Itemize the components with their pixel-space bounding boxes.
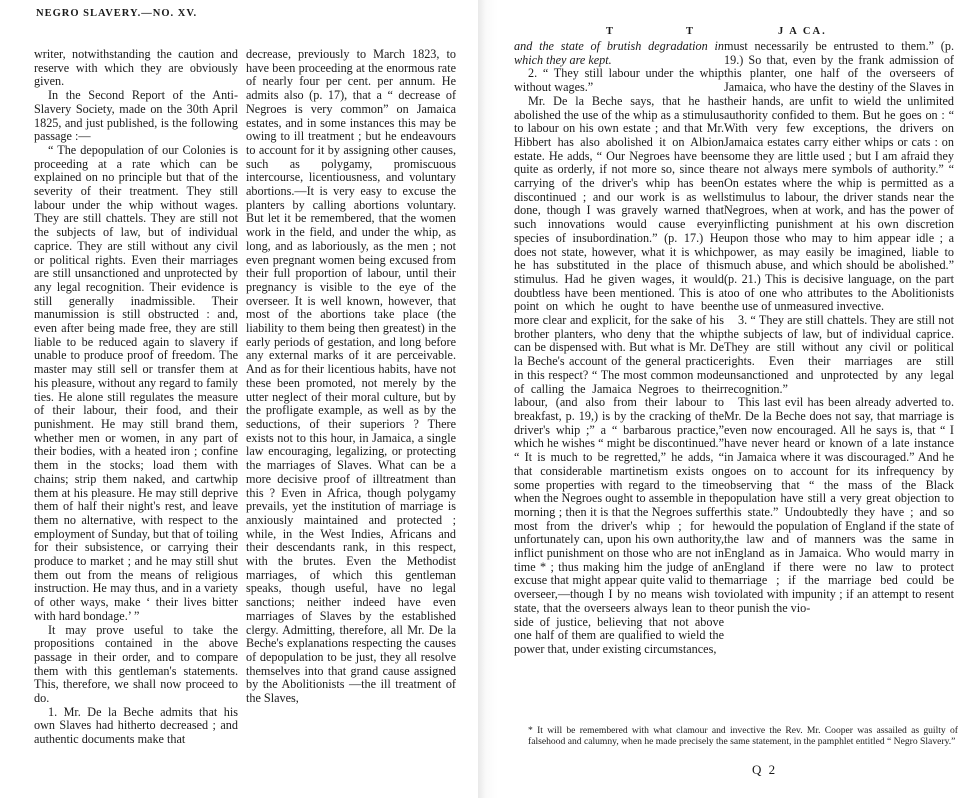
running-header: NEGRO SLAVERY.—NO. XV. bbox=[36, 8, 198, 19]
paragraph: In the Second Report of the Anti-Slavery Society, made on the 30th April 1825, and just published, is the following passage :— bbox=[34, 88, 238, 144]
running-header-fragment: J A CA. bbox=[778, 26, 827, 37]
left-page bbox=[0, 0, 478, 798]
paragraph: 3. “ They are still chattels. They are still not the subjects of law, but of individual caprice. They are still without any civil or political rights. Even their marriages are still unsanctioned and unprotected by any legal recognition.” bbox=[724, 313, 954, 396]
paragraph: must necessarily be entrusted to them.” (p. 19.) So that, even by the frank admission of this planter, one half of the overseers of Jamaica, who have the destiny of the Slaves in their hands, are unfit to wield the unlimited authority confided to them. But he goes on : “ With very few exceptions, the drivers on Jamaica estates carry either whips or cats : on some they are little used ; but I am afraid they are not always mere symbols of authority.” “ On estates where the whip is permitted as a stimulus to labour, the driver stands near the Negroes, when at work, and has the power of inflicting punishment at his own discretion upon those who may to him appear idle ; a power, as may easily be imagined, liable to much abuse, and which should be abolished.” (p. 21.) This is decisive language, on the part too of one who attributes to the Abolitionists the use of unmeasured invective. bbox=[724, 39, 954, 314]
paragraph: 1. Mr. De la Beche admits that his own Slaves had hitherto decreased ; and authentic documents make that bbox=[34, 704, 238, 747]
right-column-1 bbox=[514, 40, 724, 657]
paragraph: decrease, previously to March 1823, to have been proceeding at the enormous rate of nearly four per cent. per annum. He admits also (p. 17), that a “ decrease of Negroes is very common” on Jamaica estates, and in some instances this may be owing to ill treatment ; but he endeavours to account for it by assigning other causes, such as polygamy, promiscuous intercourse, licentiousness, and voluntary abortions.—It is very easy to excuse the planters by calling abortions voluntary. But let it be remembered, that the women work in the field, and under the whip, as long, and as laboriously, as the men ; not even pregnant women being excused from their full proportion of labour, until their pregnancy is visible to the eye of the overseer. It is well known, however, that most of the abortions take place (the liability to them being then greatest) in the early periods of gestation, and long before any external marks of it are perceivable. And as for their licentious habits, have not these been promoted, not merely by the utter neglect of their moral culture, but by the profligate example, as well as by the seductions, of their superiors ? There exists not to this hour, in Jamaica, a single law encouraging, legalizing, or protecting the marriages of Slaves. What can be a more decisive proof of illtreatment than this ? Even in Africa, though polygamy prevails, yet the institution of marriage is anxiously maintained and protected ; while, in the West Indies, Africans and their descendants rank, in this respect, with the brutes. Even the Methodist marriages, of which this gentleman speaks, though useful, have no legal sanctions; neither indeed have even marriages of Slaves by the established clergy. Admitting, therefore, all Mr. De la Beche's explanations respecting the causes of depopulation to be just, they all resolve themselves into that grand cause assigned by the Abolitionists —the ill treatment of the Slaves, bbox=[246, 47, 456, 706]
paragraph: and the state of brutish degradation in which they are kept. bbox=[514, 39, 724, 67]
running-header-fragment: T bbox=[686, 26, 694, 37]
paragraph: writer, notwithstanding the caution and reserve with which they are obviously given. bbox=[34, 47, 238, 89]
signature-mark: Q 2 bbox=[752, 762, 778, 777]
section-heading-quote: 2. “ They still labour under the whip without wages.” bbox=[514, 66, 724, 95]
book-gutter bbox=[478, 0, 498, 798]
paragraph: It may prove useful to take the propositions contained in the above passage in their order, and to compare them with this gentleman's statements. This, therefore, we shall now proceed to do. bbox=[34, 622, 238, 706]
right-column-2 bbox=[724, 40, 954, 616]
right-page bbox=[498, 0, 980, 798]
footnote: * It will be remembered with what clamour and invective the Rev. Mr. Cooper was assailed as guilty of falsehood and calumny, when he made precisely the same statement, in the pamphlet entitled “ Negro Slavery.” bbox=[528, 725, 958, 747]
paragraph: This last evil has been already adverted to. Mr. De la Beche does not say, that marriage is even now encouraged. All he says is, that “ I have never heard or known of a late instance in Jamaica where it was discouraged.” And he goes on to account for its infrequency by observing that “ the mass of the Black population have still a very great objection to this state.” Undoubtedly they have ; and so would the population of England if the state of the law and of manners was the same in England as in Jamaica. Who would marry in England if there were no law to protect marriage ; if the marriage bed could be violated with impunity ; if an attempt to resent or punish the vio- bbox=[724, 395, 954, 615]
block-quote: “ The depopulation of our Colonies is proceeding at a rate which can be explained on no principle but that of the severity of their treatment. They still labour under the whip without wages. They are still chattels. They are still not the subjects of law, but of individual caprice. They are still without any civil or political rights. Even their marriages are still unsanctioned and unprotected by any legal recognition. Their evidence is still generally inadmissible. Their manumission is still obstructed : and, even after being made free, they are still liable to be reduced again to slavery if unable to produce proof of freedom. The master may still sell or transfer them at his pleasure, without any regard to family ties. He alone still regulates the measure of their labour, their food, and their punishment. He may still brand them, whether men or women, in any part of their bodies, with a heated iron ; confine them in the stocks; load them with chains; strip them naked, and cartwhip them at his pleasure. He may still deprive them of half their night's rest, and leave them no alternative, with respect to the employment of Sunday, but that of toiling for their subsistence, or carrying their produce to market ; and he may still shut them out from the means of religious instruction. He may thus, and in a variety of other ways, make ‘ their lives bitter with hard bondage.’ ” bbox=[34, 142, 239, 623]
left-column-1 bbox=[34, 48, 238, 747]
paragraph: Mr. De la Beche says, that he has abolished the use of the whip as a stimulus to labour on his own estate ; and that Mr. Hibbert has also abolished it on Albion estate. He adds, “ Our Negroes have been quite as orderly, if not more so, since the carrying of the driver's whip has been discontinued ; and our work is as well done, though I was gravely warned that such innovations would cause every species of insubordination.” (p. 17.) He does not state, however, what it is which he has substituted in the place of this stimulus. Had he given wages, it would doubtless have been mentioned. This is a point on which he ought to have been more clear and explicit, for the sake of his brother planters, who deny that the whip can be dispensed with. But what is Mr. De la Beche's account of the general practice in this respect? “ The most common mode of calling the Jamaica Negroes to their labour, (and also from their labour to breakfast, p. 19,) is by the cracking of the driver's whip ;” a “ barbarous practice,” which he wishes “ might be discontinued.” “ It is much to be regretted,” he adds, “ that considerable martinetism exists on some properties with regard to the time when the Negroes ought to assemble in the morning ; then it is that the Negroes suffer most from the driver's whip ; for he unfortunately can, upon his own authority, inflict punishment on those who are not in time * ; thus making him the judge of an excuse that might appear quite valid to the overseer,—though I by no means wish to state, that the overseers always lean to the side of justice, believing that not above one half of them are qualified to wield the power that, under existing circumstances, bbox=[514, 93, 724, 656]
left-column-2 bbox=[246, 48, 456, 706]
running-header-fragment: T bbox=[606, 26, 614, 37]
